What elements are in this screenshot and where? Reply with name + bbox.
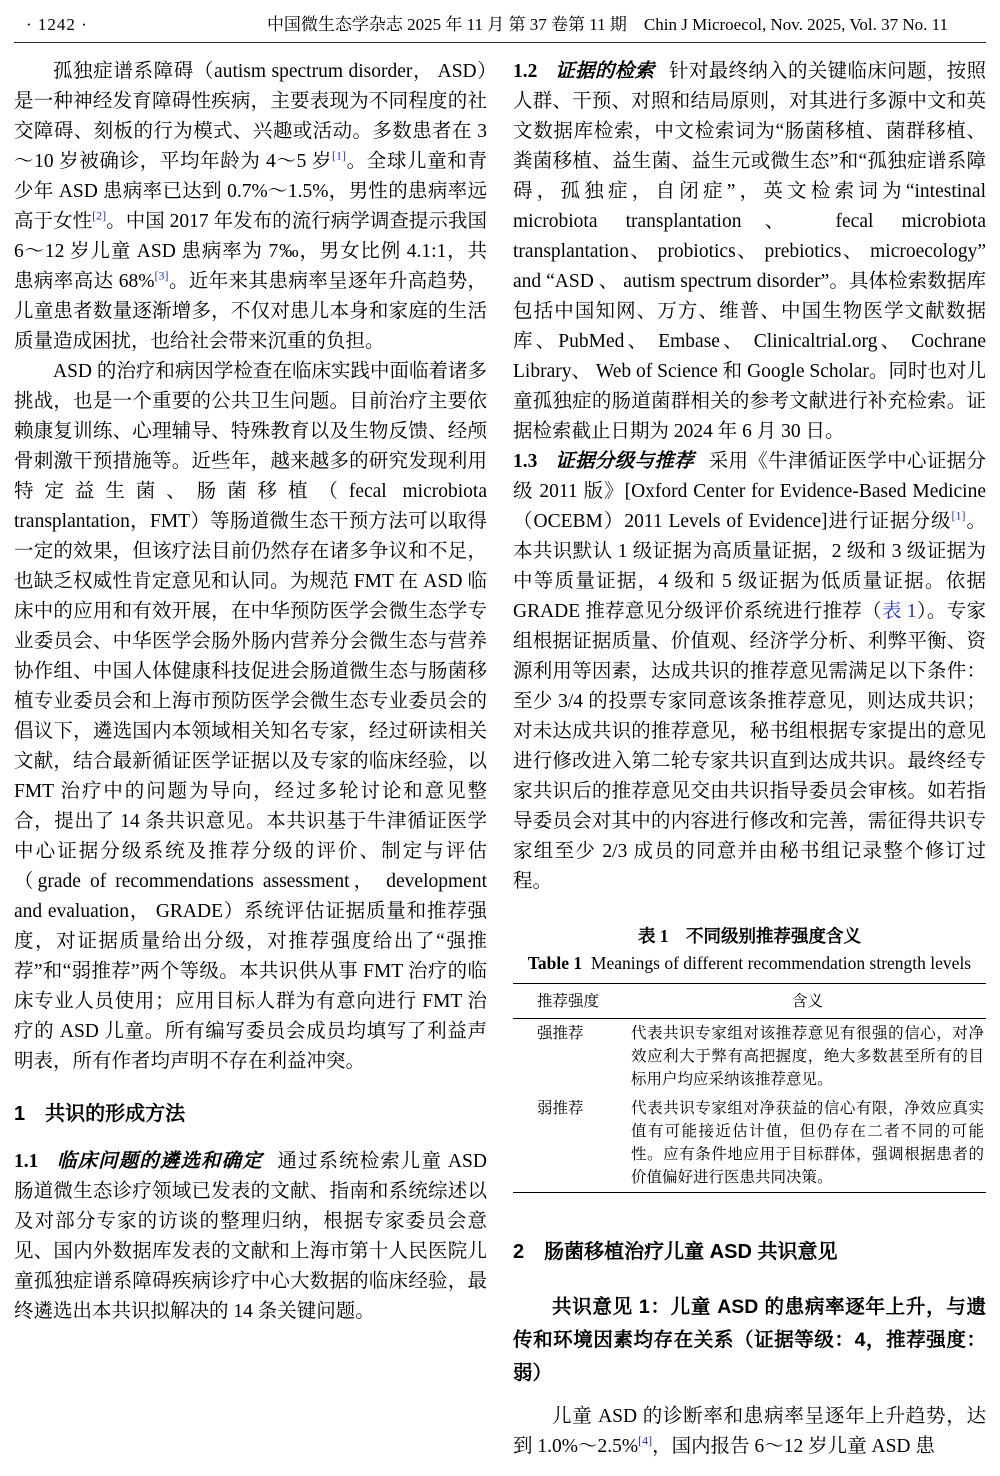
section-1-1-number: 1.1 — [14, 1151, 39, 1172]
column-header-strength: 推荐强度 — [537, 993, 600, 1010]
left-column — [14, 57, 487, 1462]
section-1-3-paragraph — [513, 447, 986, 897]
table-1-link[interactable]: 表 1 — [881, 601, 917, 622]
page-number: · 1242 · — [26, 15, 88, 34]
body-text: 孤独症谱系障碍（autism spectrum disorder， ASD）是一种神经发育障碍性疾病，主要表现为不同程度的社交障碍、刻板的行为模式、兴趣或活动。多数患者在 3～10 岁被确诊，平均年龄为 4～5 岁 — [14, 61, 487, 172]
section-1-heading: 1 共识的形成方法 — [14, 1103, 186, 1125]
body-text: ）。专家组根据证据质量、价值观、经济学分析、利弊平衡、资源利用等因素，达成共识的推荐意见需满足以下条件：至少 3/4 的投票专家同意该条推荐意见，则达成共识；对未达成共识的推荐意见，秘书组根据专家提出的意见进行修改进入第二轮专家共识直到达成共识。最终经专家共识后的推荐意见交由共识指导委员会审核。如若指导委员会对其中的内容进行修改和完善，需征得共识专家组至少 2/3 成员的同意并由秘书组记录整个修订过程。 — [513, 601, 986, 892]
two-column-body — [14, 57, 986, 1462]
body-text: 针对最终纳入的关键临床问题，按照人群、干预、对照和结局原则，对其进行多源中文和英文数据库检索，中文检索词为“肠菌移植、菌群移植、粪菌移植、益生菌、益生元或微生态”和“孤独症谱系障碍，孤独症，自闭症”，英文检索词为“intestinal microbiota transplantation、 fecal microbiota transplantation、 probiotics、 prebiotics、 microecology” and “ASD 、 autism spectrum disorder”。具体检索数据库包括中国知网、万方、维普、中国生物医学文献数据库、PubMed、 Embase、 Clinicaltrial.org、 Cochrane Library、 Web of Science 和 Google Scholar。同时也对儿童孤独症的肠道菌群相关的参考文献进行补充检索。证据检索截止日期为 2024 年 6 月 30 日。 — [513, 61, 986, 442]
citation-ref-2[interactable]: [2] — [92, 208, 107, 223]
meaning-cell: 代表共识专家组对净获益的信心有限，净效应真实值有可能接近估计值，但仍存在二者不同的可能性。应有条件地应用于目标群体，强调根据患者的价值偏好进行医患共同决策。 — [631, 1100, 984, 1186]
citation-ref-1[interactable]: [1] — [332, 148, 346, 163]
header-rule — [14, 42, 986, 43]
intro-paragraph-2: ASD 的治疗和病因学检查在临床实践中面临着诸多挑战，也是一个重要的公共卫生问题。目前治疗主要依赖康复训练、心理辅导、特殊教育以及生物反馈、经颅骨刺激干预措施等。近些年，越来越多的研究发现利用特定益生菌、肠菌移植（fecal microbiota transplantation，FMT）等肠道微生态干预方法可以取得一定的效果，但该疗法目前仍然存在诸多争议和不足，也缺乏权威性肯定意见和认同。为规范 FMT 在 ASD 临床中的应用和有效开展，在中华预防医学会微生态学专业委员会、中华医学会肠外肠内营养分会微生态与营养协作组、中国人体健康科技促进会肠道微生态与肠菌移植专业委员会和上海市预防医学会微生态专业委员会的倡议下，遴选国内本领域相关知名专家，经过研读相关文献，结合最新循证医学证据以及专家的临床经验，以 FMT 治疗中的问题为导向，经过多轮讨论和意见整合，提出了 14 条共识意见。本共识基于牛津循证医学中心证据分级系统及推荐分级的评价、制定与评估（grade of recommendations assessment， development and evaluation， GRADE）系统评估证据质量和推荐强度，对证据质量给出分级，对推荐强度给出了“强推荐”和“弱推荐”两个等级。本共识供从事 FMT 治疗的临床专业人员使用；应用目标人群为有意向进行 FMT 治疗的 ASD 儿童。所有编写委员会成员均填写了利益声明表，所有作者均声明不存在利益冲突。 — [14, 361, 487, 1072]
body-text: 通过系统检索儿童 ASD 肠道微生态诊疗领域已发表的文献、指南和系统综述以及对部分专家的访谈的整理归纳，根据专家委员会意见、国内外数据库发表的文献和上海市第十人民医院儿童孤独症谱系障碍疾病诊疗中心大数据的临床经验，最终遴选出本共识拟解决的 14 条关键问题。 — [14, 1151, 487, 1322]
table-1-caption-cn: 表 1 不同级别推荐强度含义 — [637, 926, 862, 946]
table-bottom-rule — [513, 1192, 986, 1193]
table-row — [513, 1019, 986, 1094]
section-2-heading: 2 肠菌移植治疗儿童 ASD 共识意见 — [513, 1241, 838, 1263]
body-text: 。近年来其患病率呈逐年升高趋势，儿童患者数量逐渐增多，不仅对患儿本身和家庭的生活质量造成困扰，也给社会带来沉重的负担。 — [14, 271, 487, 352]
section-1-3-number: 1.3 — [513, 451, 538, 472]
strength-cell: 弱推荐 — [537, 1100, 584, 1117]
body-text: ，国内报告 6～12 岁儿童 ASD 患 — [652, 1436, 935, 1457]
table-1 — [513, 983, 986, 1193]
strength-cell: 强推荐 — [537, 1025, 584, 1042]
section-1-1-paragraph — [14, 1147, 487, 1327]
body-text: 采用《牛津循证医学中心证据分级 2011 版》[Oxford Center for Evidence-Based Medicine（OCEBM）2011 Levels of Evidence]进行证据分级 — [513, 451, 986, 532]
citation-ref-4[interactable]: [4] — [638, 1433, 653, 1448]
section-1-3-title: 证据分级与推荐 — [554, 451, 695, 472]
section-1-2-number: 1.2 — [513, 61, 538, 82]
table-1-caption-en — [513, 949, 986, 977]
citation-ref-3[interactable]: [3] — [154, 268, 169, 283]
column-header-meaning: 含义 — [791, 993, 823, 1010]
table-header-row — [513, 984, 986, 1018]
section-1-2-paragraph — [513, 57, 986, 447]
journal-title-line: 中国微生态学杂志 2025 年 11 月 第 37 卷第 11 期 Chin J Microecol, Nov. 2025, Vol. 37 No. 11 — [266, 15, 949, 34]
citation-ref-1b[interactable]: [1] — [951, 508, 966, 523]
body-text: 儿童 ASD 的诊断率和患病率呈逐年上升趋势，达到 1.0%～2.5% — [513, 1406, 986, 1457]
section-1-2-title: 证据的检索 — [554, 61, 655, 82]
section-1-1-title: 临床问题的遴选和确定 — [55, 1151, 263, 1172]
table-1-caption-en-text: Meanings of different recommendation strength levels — [590, 953, 972, 973]
table-row — [513, 1094, 986, 1192]
table-1-caption-en-label: Table 1 — [527, 953, 583, 973]
right-column — [513, 57, 986, 1462]
consensus-1-body-paragraph — [513, 1402, 986, 1462]
running-head — [14, 10, 986, 36]
intro-paragraph-1 — [14, 57, 487, 357]
meaning-cell: 代表共识专家组对该推荐意见有很强的信心，对净效应利大于弊有高把握度，绝大多数甚至所有的目标用户均应采纳该推荐意见。 — [631, 1025, 984, 1088]
body-text: 。中国 2017 年发布的流行病学调查提示我国 6～12 岁儿童 ASD 患病率为 7‰，男女比例 4.1:1，共患病率高达 68% — [14, 211, 487, 292]
consensus-statement-1: 共识意见 1：儿童 ASD 的患病率逐年上升，与遗传和环境因素均存在关系（证据等级：4，推荐强度：弱） — [513, 1296, 986, 1384]
body-text: 。全球儿童和青少年 ASD 患病率已达到 0.7%～1.5%，男性的患病率远高于女性 — [14, 151, 487, 232]
body-text: 。本共识默认 1 级证据为高质量证据，2 级和 3 级证据为中等质量证据，4 级和 5 级证据为低质量证据。依据 GRADE 推荐意见分级评价系统进行推荐（ — [513, 511, 986, 622]
